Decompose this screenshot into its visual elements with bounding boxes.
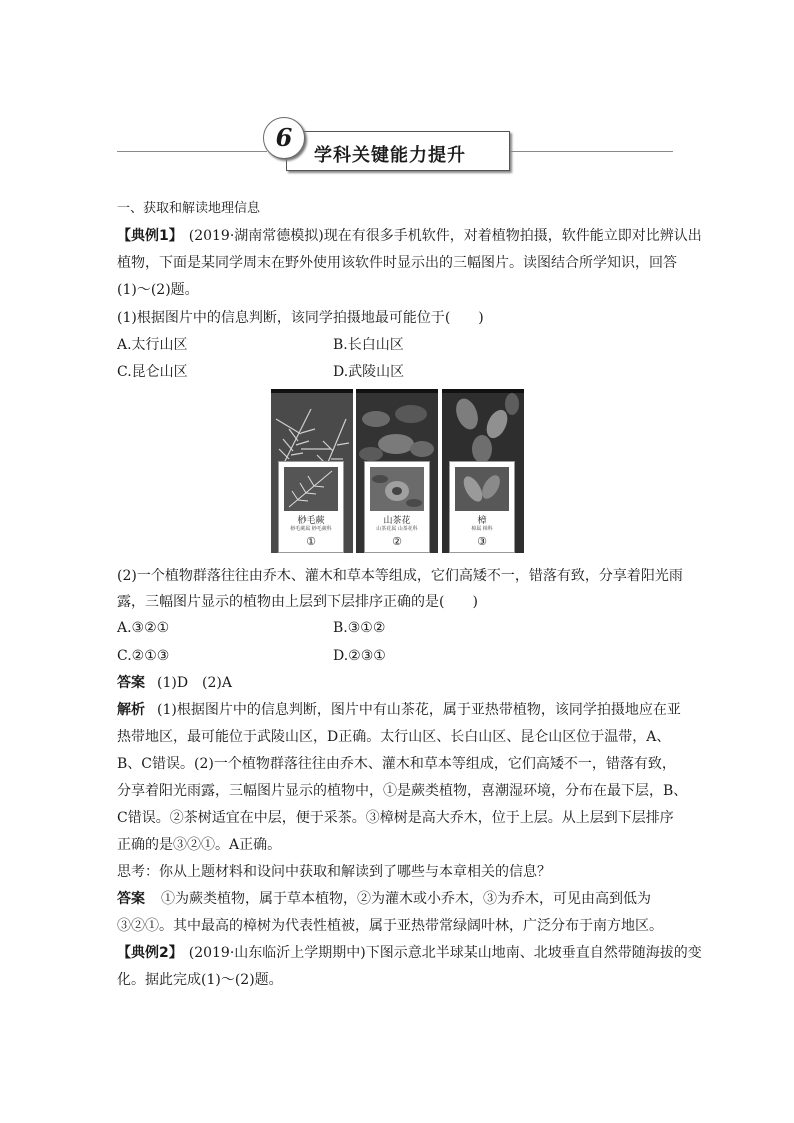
example1-line-3: (1)～(2)题。 — [117, 282, 199, 298]
analysis-line-1 — [117, 700, 681, 720]
fern-leaf-icon — [284, 467, 338, 511]
plant-card-3 — [449, 461, 515, 553]
answer2-label: 答案 — [117, 891, 145, 907]
plant-card-taxonomy: 山茶花属 山茶花科 — [376, 526, 418, 532]
q2-option-c: C.②①③ — [117, 648, 170, 664]
plant-card-number: ① — [306, 535, 316, 548]
q1-option-c: C.昆仑山区 — [117, 364, 188, 380]
example1-line-1 — [117, 226, 702, 246]
q2-stem-1: (2)一个植物群落往往由乔木、灌木和草本等组成，它们高矮不一，错落有致，分享着阳光雨 — [117, 568, 683, 584]
answer2-text-1: ①为蕨类植物，属于草本植物，②为灌木或小乔木，③为乔木，可见由高到低为 — [161, 891, 651, 907]
plant-card-1 — [278, 461, 344, 553]
page-title: 学科关键能力提升 — [314, 145, 466, 166]
section-number-badge: 6 — [263, 117, 305, 159]
q1-option-a: A.太行山区 — [117, 337, 188, 353]
analysis-label: 解析 — [117, 702, 145, 718]
plant-card-image — [455, 467, 509, 511]
plant-card-image — [370, 467, 424, 511]
analysis-line-2: 热带地区，最可能位于武陵山区，D正确。太行山区、长白山区、昆仑山区位于温带，A、 — [117, 729, 671, 745]
answer2-line-1 — [117, 889, 651, 909]
plant-card-taxonomy: 樟属 樟科 — [471, 526, 493, 532]
answer2-line-2: ③②①。其中最高的樟树为代表性植被，属于亚热带常绿阔叶林，广泛分布于南方地区。 — [117, 918, 663, 934]
q1-option-b: B.长白山区 — [333, 337, 404, 353]
answer-text: (1)D (2)A — [157, 675, 232, 691]
plant-card-name: 樟 — [477, 516, 487, 526]
header-rule-right — [508, 151, 673, 152]
example1-text-1: (2019·湖南常德模拟)现在有很多手机软件，对着植物拍摄，软件能立即对比辨认出 — [188, 228, 702, 244]
q2-option-b: B.③①② — [333, 620, 386, 636]
header-rule-left — [117, 151, 267, 152]
example2-line-2: 化。据此完成(1)～(2)题。 — [117, 972, 283, 988]
analysis-line-4: 分享着阳光雨露，三幅图片显示的植物中，①是蕨类植物，喜潮湿环境，分布在最下层，B、 — [117, 783, 688, 799]
analysis-text-1: (1)根据图片中的信息判断，图片中有山茶花，属于亚热带植物，该同学拍摄地应在亚 — [157, 702, 681, 718]
example2-text-1: (2019·山东临沂上学期期中)下图示意北半球某山地南、北坡垂直自然带随海拔的变 — [188, 945, 702, 961]
plant-card-number: ② — [392, 535, 402, 548]
example2-line-1 — [117, 943, 702, 963]
analysis-line-5: C错误。②茶树适宜在中层，便于采茶。③樟树是高大乔木，位于上层。从上层到下层排序 — [117, 810, 674, 826]
plant-card-number: ③ — [477, 535, 487, 548]
camellia-flower-icon — [370, 467, 424, 511]
answer-label: 答案 — [117, 675, 145, 691]
think-question: 思考：你从上题材料和设问中获取和解读到了哪些与本章相关的信息？ — [117, 864, 551, 880]
analysis-line-3: B、C错误。(2)一个植物群落往往由乔木、灌木和草本等组成，它们高矮不一，错落有致， — [117, 756, 676, 772]
section-heading: 一、获取和解读地理信息 — [117, 201, 261, 216]
plant-card-2 — [364, 461, 430, 553]
example2-tag: 【典例2】 — [117, 945, 183, 961]
camphor-leaf-icon — [455, 467, 509, 511]
q2-stem-2: 露，三幅图片显示的植物由上层到下层排序正确的是( ) — [117, 594, 478, 610]
plant-card-image — [284, 467, 338, 511]
q1-option-d: D.武陵山区 — [333, 364, 405, 380]
q2-option-d: D.②③① — [333, 648, 386, 664]
q1-stem: (1)根据图片中的信息判断，该同学拍摄地最可能位于( ) — [117, 310, 484, 326]
plant-card-name: 桫毛蕨 — [297, 516, 325, 526]
example1-line-2: 植物，下面是某同学周末在野外使用该软件时显示出的三幅图片。读图结合所学知识，回答 — [117, 255, 677, 271]
example1-tag: 【典例1】 — [117, 228, 183, 244]
analysis-line-6: 正确的是③②①。A正确。 — [117, 837, 282, 853]
answer-line — [117, 673, 232, 693]
plant-card-name: 山茶花 — [383, 516, 411, 526]
q2-option-a: A.③②① — [117, 620, 170, 636]
plant-card-taxonomy: 桫毛蕨属 桫毛蕨科 — [290, 526, 332, 532]
